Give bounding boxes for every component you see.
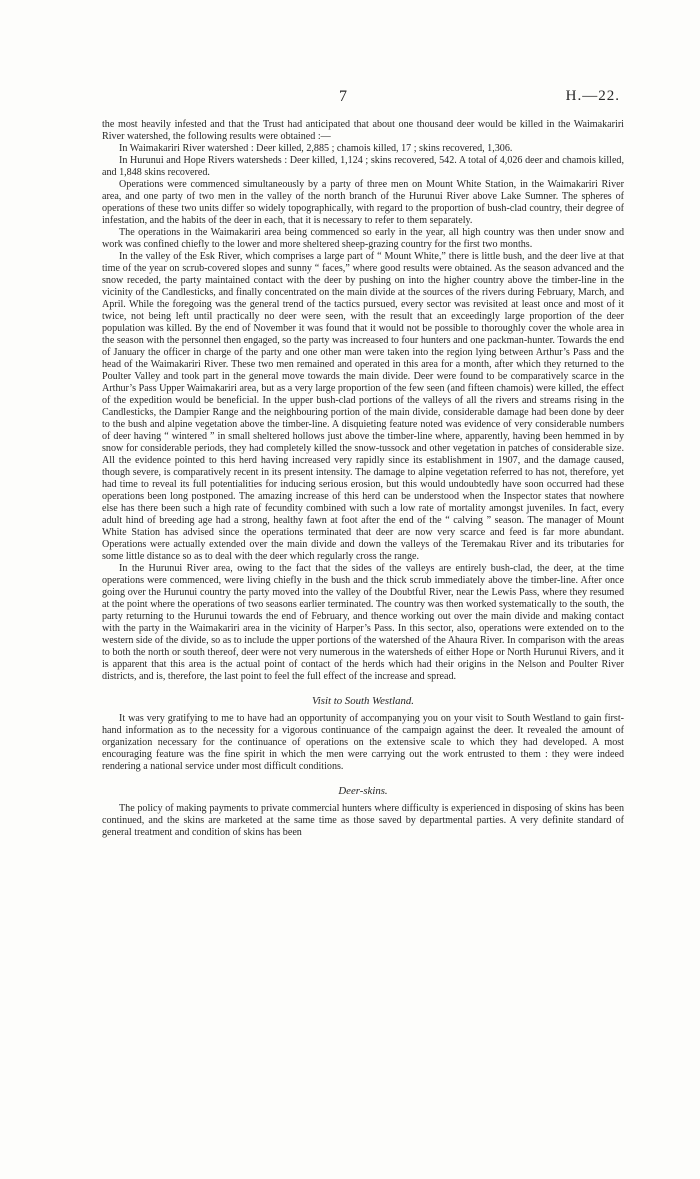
paragraph-waimakariri-operations: The operations in the Waimakariri area being commenced so early in the year, all high country was then under snow and work was confined chiefly to the lower and more sheltered sheep-grazing country for the first two months.	[102, 227, 624, 250]
document-reference: H.—22.	[565, 88, 620, 104]
paragraph-hurunui-river-area: In the Hurunui River area, owing to the fact that the sides of the valleys are entirely bush-clad, the deer, at the time operations were commenced, were living chiefly in the bush and the thick scrub immediately above the timber-line. After once going over the Hurunui country the party moved into the valley of the Doubtful River, near the Lewis Pass, where they resumed at the point where the operations of two seasons earlier terminated. The country was then worked systematically to the south, the party returning to the Hurunui towards the end of February, and thence working out over the main divide and making contact with the party in the Waimakariri area in the vicinity of Harper’s Pass. In this sector, also, operations were extended on to the western side of the divide, so as to include the upper portions of the watershed of the Ahaura River. In comparison with the areas to both the north or south thereof, deer were not very numerous in the watersheds of either Hope or North Hurunui Rivers, and it is apparent that this area is the actual point of contact of the herds which had their origins in the Nelson and Poulter River districts, and is, therefore, the last point to feel the full effect of the increase and spread.	[102, 563, 624, 682]
paragraph-esk-river: In the valley of the Esk River, which comprises a large part of “ Mount White,” there is little bush, and the deer live at that time of the year on scrub-covered slopes and sunny “ faces,” where good results were obtained. As the season advanced and the snow receded, the party maintained contact with the deer by pushing on into the higher country above the timber-line in the vicinity of the Candlesticks, and finally concentrated on the main divide at the sources of the rivers during February, March, and April. While the foregoing was the general trend of the tactics pursued, every sector was revisited at least once and most of it twice, not being left until practically no deer were seen, with the result that an exceedingly large proportion of the deer population was killed. By the end of November it was found that it would not be possible to thoroughly cover the whole area in the season with the personnel then engaged, so the party was increased to four hunters and one packman-hunter. Towards the end of January the officer in charge of the party and one other man were taken into the region lying between Arthur’s Pass and the head of the Waimakariri River. These two men remained and operated in this area for a month, after which they returned to the Poulter Valley and took part in the general move towards the main divide. Deer were found to be comparatively scarce in the Arthur’s Pass Upper Waimakariri area, but as a very large proportion of the few seen (and fifteen chamois) were killed, the effect of the expedition would be beneficial. In the upper bush-clad portions of the valleys of all the rivers and streams rising in the Candlesticks, the Dampier Range and the neighbouring portion of the main divide, considerable damage had been done by deer to the bush and alpine vegetation above the timber-line. A disquieting feature noted was evidence of very considerable numbers of deer having “ wintered ” in small sheltered hollows just above the timber-line where, apparently, having been hemmed in by snow for considerable periods, they had completely killed the snow-tussock and other vegetation in patches of considerable size. All the evidence pointed to this herd having increased very rapidly since its establishment in 1907, and the damage caused, though severe, is comparatively recent in its present intensity. The damage to alpine vegetation referred to has not, therefore, yet had time to reveal its full potentialities for inducing serious erosion, but this would undoubtedly have soon occurred had these operations been long postponed. The amazing increase of this herd can be understood when the Inspector states that nowhere else has there been such a high rate of fecundity combined with such a low rate of mortality amongst juveniles. In fact, every adult hind of breeding age had a strong, healthy fawn at foot after the end of the “ calving ” season. The manager of Mount White Station has advised since the operations terminated that deer are now very scarce and feed is far more abundant. Operations were actually extended over the main divide and down the valleys of the Teremakau River and its tributaries for some little distance so as to deal with the deer which regularly cross the range.	[102, 251, 624, 562]
section-heading-south-westland: Visit to South Westland.	[312, 695, 414, 707]
paragraph-waimakariri-results: In Waimakariri River watershed : Deer killed, 2,885 ; chamois killed, 17 ; skins recovered, 1,306.	[119, 143, 513, 154]
paragraph-south-westland: It was very gratifying to me to have had an opportunity of accompanying you on your visit to South Westland to gain first-hand information as to the necessity for a vigorous continuance of the campaign against the deer. It revealed the amount of organization necessary for the continuance of operations on the extensive scale to which they had developed. A most encouraging feature was the fine spirit in which the men were carrying out the work entrusted to them : they were indeed rendering a national service under most difficult conditions.	[102, 713, 624, 772]
document-body	[102, 119, 624, 839]
paragraph-operations-commenced: Operations were commenced simultaneously by a party of three men on Mount White Station, in the Waimakariri River area, and one party of two men in the valley of the north branch of the Hurunui River above Lake Sumner. The spheres of operations of these two units differ so widely topographically, with regard to the proportion of bush-clad country, their degree of infestation, and the habits of the deer in each, that it is necessary to refer to them separately.	[102, 179, 624, 226]
page-number: 7	[339, 88, 347, 105]
paragraph-continued: the most heavily infested and that the Trust had anticipated that about one thousand deer would be killed in the Waimakariri River watershed, the following results were obtained :—	[102, 119, 624, 142]
paragraph-hurunui-results: In Hurunui and Hope Rivers watersheds : Deer killed, 1,124 ; skins recovered, 542. A total of 4,026 deer and chamois killed, and 1,848 skins recovered.	[102, 155, 624, 178]
paragraph-deer-skins: The policy of making payments to private commercial hunters where difficulty is experienced in disposing of skins has been continued, and the skins are marketed at the same time as those saved by departmental parties. A very definite standard of general treatment and condition of skins has been	[102, 803, 624, 838]
section-heading-deer-skins: Deer-skins.	[338, 785, 388, 797]
page-header	[0, 88, 700, 108]
